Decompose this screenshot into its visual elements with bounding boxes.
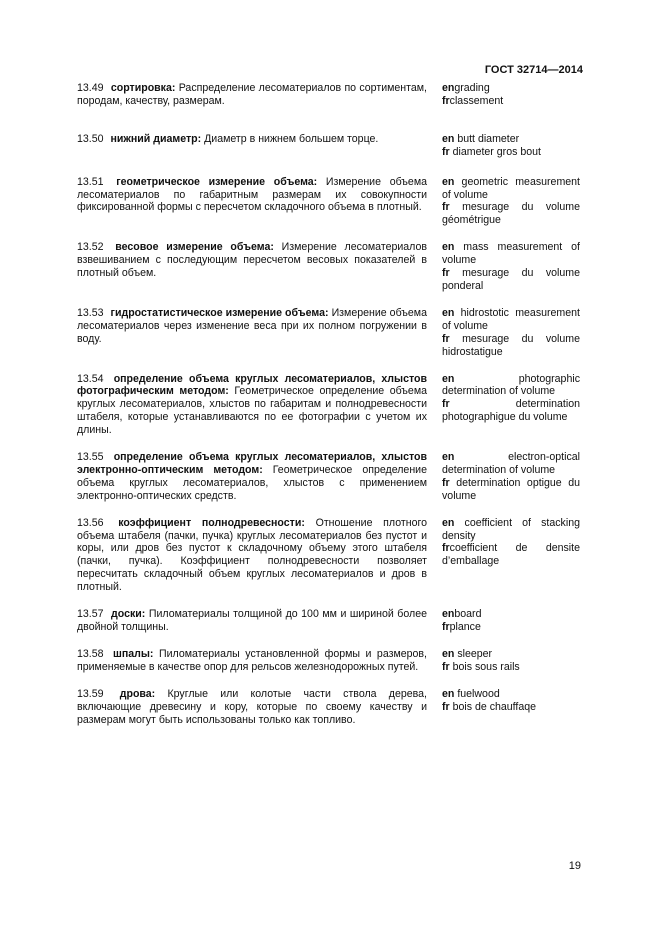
translation-en: enboard	[442, 608, 482, 621]
translation-fr: fr bois de chauffaqe	[442, 700, 537, 713]
term-name: весовое измерение объема:	[115, 241, 274, 254]
translation-fr: frclassement	[442, 94, 504, 107]
term-definition	[77, 176, 427, 228]
term-number: 13.57	[77, 608, 104, 621]
term-number: 13.56	[77, 516, 104, 529]
term-definition	[77, 241, 427, 293]
term-translations	[442, 307, 580, 359]
term-entry	[77, 648, 580, 674]
term-name: доски:	[111, 608, 146, 621]
translation-en: en hidrostotic measurement of volume	[442, 306, 580, 332]
term-definition	[77, 373, 427, 438]
translation-en: en butt diameter	[442, 132, 520, 145]
term-definition	[77, 451, 427, 503]
translation-fr: fr diameter gros bout	[442, 145, 541, 158]
term-translations	[442, 373, 580, 438]
term-number: 13.52	[77, 241, 104, 254]
term-definition	[77, 133, 427, 159]
term-number: 13.59	[77, 687, 104, 700]
term-name: нижний диаметр:	[110, 132, 202, 145]
page-number: 19	[568, 860, 581, 872]
term-number: 13.51	[77, 175, 104, 188]
term-translations	[442, 451, 580, 503]
term-text: Пиломатериалы толщиной до 100 мм и шириной более двойной толщины.	[77, 608, 427, 633]
translation-en: en fuelwood	[442, 687, 500, 700]
term-name: определение объема круглых лесоматериалов, хлыстов фотографическим методом:	[77, 372, 427, 398]
terms-list	[77, 82, 580, 726]
translation-en: en electron-optical determination of volume	[442, 451, 580, 476]
term-text: Измерение объема лесоматериалов через изменение веса при их полном погружении в воду.	[77, 306, 427, 345]
term-name: коэффициент полнодревесности:	[118, 516, 305, 529]
term-entry	[77, 133, 580, 159]
term-translations	[442, 176, 580, 228]
term-name: дрова:	[119, 687, 156, 700]
term-entry	[77, 241, 580, 293]
translation-en: en mass measurement of volume	[442, 241, 580, 267]
standard-header: ГОСТ 32714—2014	[484, 64, 583, 76]
term-number: 13.49	[77, 82, 104, 94]
term-name: шпалы:	[113, 647, 154, 660]
term-translations	[442, 517, 580, 594]
term-translations	[442, 133, 580, 159]
term-translations	[442, 241, 580, 293]
term-entry	[77, 307, 580, 359]
term-entry	[77, 688, 580, 727]
term-definition	[77, 648, 427, 674]
term-entry	[77, 608, 580, 634]
term-text: Распределение лесоматериалов по сортиментам, породам, качеству, размерам.	[77, 82, 427, 107]
term-definition	[77, 517, 427, 594]
translation-en: engrading	[442, 82, 490, 94]
term-text: Измерение лесоматериалов взвешиванием с последующим пересчетом весовых показателей в плотный объем.	[77, 241, 427, 280]
term-text: Диаметр в нижнем большем торце.	[204, 132, 379, 145]
translation-en: en coefficient of stacking density	[442, 516, 580, 542]
term-text: Измерение объема лесоматериалов по габаритным размерам их совокупности фиксированной формы с пересчетом складочного объема в плотный.	[77, 175, 427, 214]
term-entry	[77, 451, 580, 503]
term-entry	[77, 517, 580, 594]
term-definition	[77, 608, 427, 634]
translation-en: en sleeper	[442, 647, 493, 660]
term-name: определение объема круглых лесоматериалов, хлыстов электронно-оптическим методом:	[77, 451, 427, 476]
translation-fr: fr determination optigue du volume	[442, 476, 580, 502]
translation-fr: fr mesurage du volume ponderal	[442, 267, 580, 292]
translation-fr: fr mesurage du volume hidrostatigue	[442, 332, 580, 358]
term-text: Отношение плотного объема штабеля (пачки, пучка) круглых лесоматериалов без пустот и коры, или дров без пустот к складочному объему этого штабеля (пачки, пучка). Коэффициент полнодревесности позволяет пересчитать складочный объем круглых лесоматериалов и дров в плотный.	[77, 516, 427, 594]
term-definition	[77, 82, 427, 108]
term-text: Пиломатериалы установленной формы и размеров, применяемые в качестве опор для рельсов железнодорожных путей.	[77, 647, 427, 673]
translation-fr: fr bois sous rails	[442, 660, 520, 673]
term-definition	[77, 688, 427, 727]
term-translations	[442, 82, 580, 108]
term-translations	[442, 608, 580, 634]
term-number: 13.50	[77, 132, 104, 145]
translation-en: en photographic determination of volume	[442, 372, 580, 398]
term-text: Геометрическое определение объема круглых лесоматериалов, хлыстов с применением электронно-оптических средств.	[77, 463, 427, 502]
term-text: Геометрическое определение объема круглых лесоматериалов, хлыстов по габаритам и полнодревесности штабеля, которые устанавливаются по ее фотографии с учетом их длины.	[77, 385, 427, 437]
term-number: 13.58	[77, 647, 104, 660]
term-number: 13.55	[77, 451, 104, 464]
translation-en: en geometric measurement of volume	[442, 175, 580, 201]
term-text: Круглые или колотые части ствола дерева, включающие древесину и кору, которые по своему качеству и размерам могут быть использованы только как топливо.	[77, 687, 427, 726]
term-number: 13.53	[77, 306, 104, 319]
translation-fr: frcoefficient de densite d’emballage	[442, 542, 580, 568]
term-name: сортировка:	[110, 82, 176, 94]
term-name: гидростатистическое измерение объема:	[110, 306, 329, 319]
term-entry	[77, 176, 580, 228]
translation-fr: frplance	[442, 621, 481, 633]
term-number: 13.54	[77, 372, 104, 385]
term-translations	[442, 648, 580, 674]
translation-fr: fr determination photographigue du volume	[442, 398, 580, 424]
translation-fr: fr mesurage du volume géométrigue	[442, 201, 580, 227]
term-definition	[77, 307, 427, 359]
term-name: геометрическое измерение объема:	[116, 175, 318, 188]
term-entry	[77, 373, 580, 438]
term-translations	[442, 688, 580, 727]
term-entry	[77, 82, 580, 108]
